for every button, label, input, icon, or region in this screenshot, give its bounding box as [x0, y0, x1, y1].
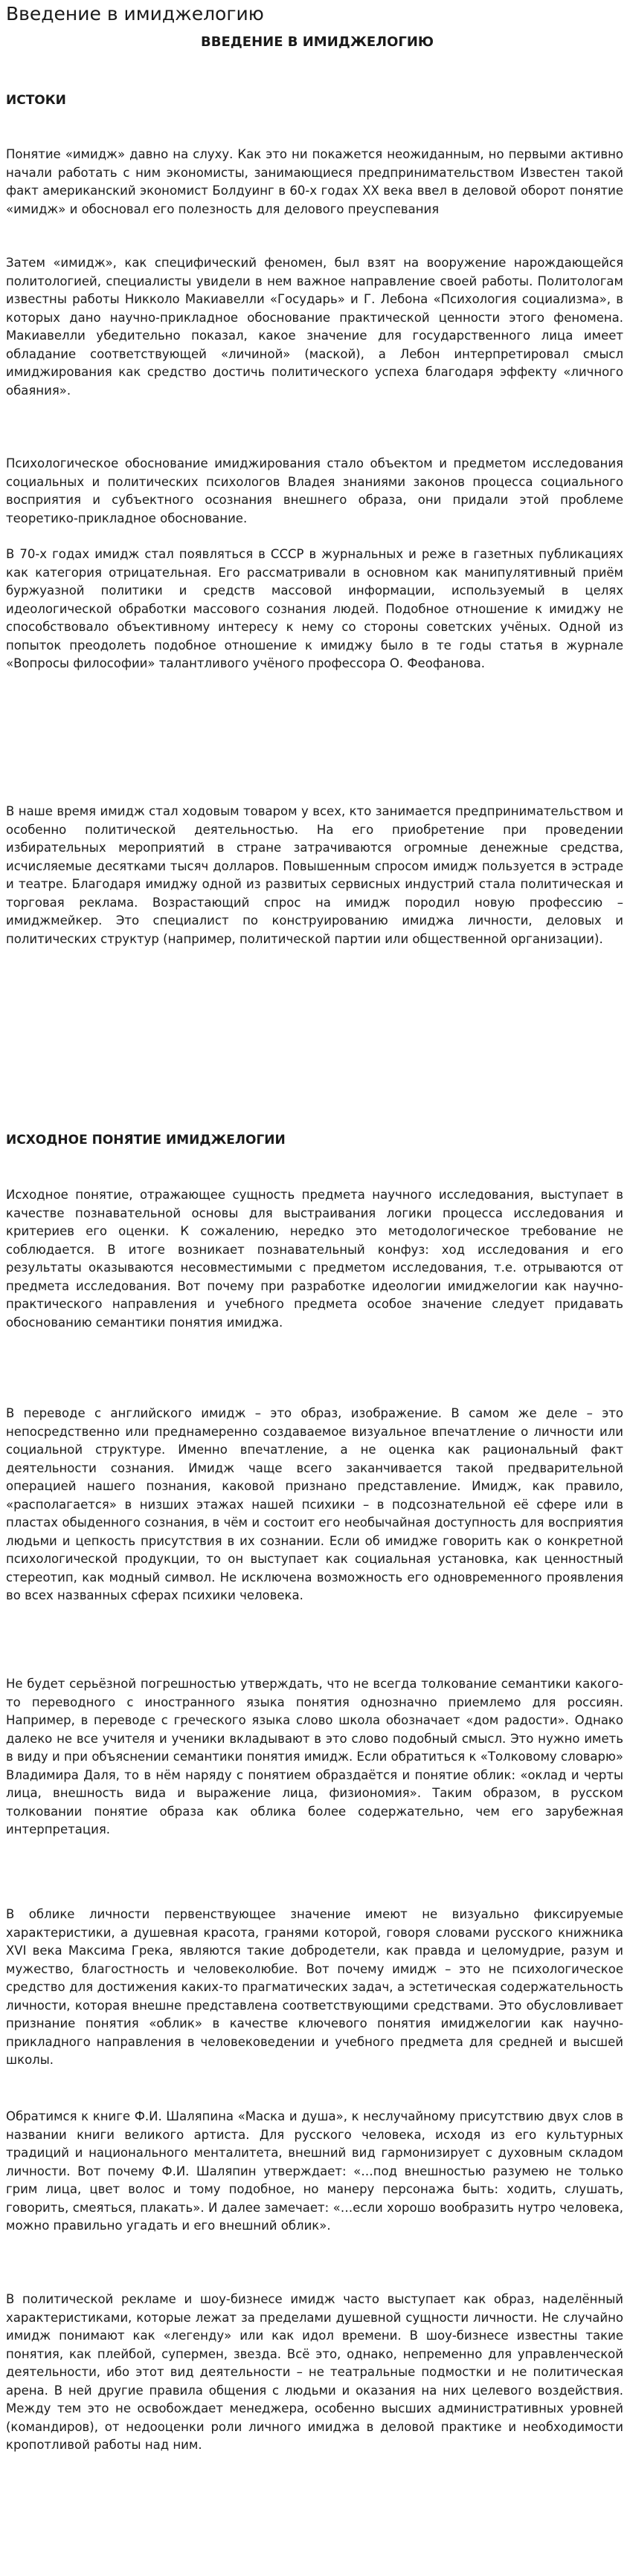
paragraph-origins-4: В 70-х годах имидж стал появляться в СССР в журнальных и реже в газетных публикациях как категория отрицательная. Его рассматривали в основном как манипулятивный приём буржуазной политики и средств массовой информации, используемый в целях идеологической обработки массового сознания людей. Подобное отношение к имиджу не способствовало объективному интересу к нему со стороны советских учёных. Одной из попыток преодолеть подобное отношение к имиджу было в те годы статья в журнале «Вопросы философии» талантливого учёного профессора О. Феофанова.	[6, 547, 623, 670]
paragraph-concept-2: В переводе с английского имидж – это образ, изображение. В самом же деле – это непосредственно или преднамеренно создаваемое визуальное впечатление о личности или социальной структуре. Именно впечатление, а не оценка как рациональный факт деятельности сознания. Имидж чаще всего заканчивается такой предварительной операцией нашего познания, каковой признано представление. Имидж, как правило, «располагается» в низших этажах нашей психики – в подсознательной её сфере или в пластах обыденного сознания, в чём и состоит его необычайная доступность для восприятия людьми и цепкость присутствия в их сознании. Если об имидже говорить как о конкретной психологической продукции, то он выступает как социальная установка, как ценностный стереотип, как модный символ. Не исключена возможность его одновременного проявления во всех названных сферах психики человека.	[6, 1406, 623, 1602]
paragraph-concept-3: Не будет серьёзной погрешностью утверждать, что не всегда толкование семантики какого-то переводного с иностранного языка понятия однозначно приемлемо для россиян. Например, в переводе с греческого языка слово школа обозначает «дом радости». Однако далеко не все учителя и ученики вкладывают в это слово подобный смысл. Это нужно иметь в виду и при объяснении семантики понятия имидж. Если обратиться к «Толковому словарю» Владимира Даля, то в нём наряду с понятием образдаётся и понятие облик: «оклад и черты лица, внешность вида и выражение лица, физиономия». Таким образом, в русском толковании понятие образа как облика более содержательно, чем его зарубежная интерпретация.	[6, 1677, 623, 1836]
page-title: Введение в имиджелогию	[6, 3, 264, 25]
paragraph-origins-5: В наше время имидж стал ходовым товаром у всех, кто занимается предпринимательством и особенно политической деятельностью. На его приобретение при проведении избирательных мероприятий в стране затрачиваются огромные денежные средства, исчисляемые десятками тысяч долларов. Повышенным спросом имидж пользуется в эстраде и театре. Благодаря имиджу одной из развитых сервисных индустрий стала политическая и торговая реклама. Возрастающий спрос на имидж породил новую профессию – имиджмейкер. Это специалист по конструированию имиджа личности, деловых и политических структур (например, политической партии или общественной организации).	[6, 804, 623, 946]
section-heading-origins: ИСТОКИ	[6, 93, 66, 108]
paragraph-concept-6: В политической рекламе и шоу-бизнесе имидж часто выступает как образ, наделённый характеристиками, которые лежат за пределами душевной сущности личности. Не случайно имидж понимают как «легенду» или как идол времени. В шоу-бизнесе известны такие понятия, как плейбой, супермен, звезда. Всё это, однако, непременно для управленческой деятельности, ибо этот вид деятельности – не театральные подмостки и не политическая арена. В ней другие правила общения с людьми и оказания на них целевого воздействия. Между тем это не освобождает менеджера, особенно высших административных уровней (командиров), от недооценки роли личного имиджа в деловой практике и необходимости кропотливой работы над ним.	[6, 2292, 623, 2452]
document-heading: ВВЕДЕНИЕ В ИМИДЖЕЛОГИЮ	[201, 34, 434, 50]
paragraph-origins-3: Психологическое обоснование имиджирования стало объектом и предметом исследования социальных и политических психологов Владея знаниями законов процесса социального восприятия и субъектного осознания внешнего образа, они придали этой проблеме теоретико-прикладное обоснование.	[6, 456, 623, 525]
paragraph-concept-5: Обратимся к книге Ф.И. Шаляпина «Маска и душа», к неслучайному присутствию двух слов в названии книги великого артиста. Для русского человека, исходя из его культурных традиций и национального менталитета, внешний вид гармонизирует с духовным складом личности. Вот почему Ф.И. Шаляпин утверждает: «…под внешностью разумею не только грим лица, цвет волос и тому подобное, но манеру персонажа быть: ходить, слушать, говорить, смеяться, плакать». И далее замечает: «…если хорошо вообразить нутро человека, можно правильно угадать и его внешний облик».	[6, 2109, 623, 2233]
section-heading-concept: ИСХОДНОЕ ПОНЯТИЕ ИМИДЖЕЛОГИИ	[6, 1133, 286, 1148]
paragraph-origins-2: Затем «имидж», как специфический феномен, был взят на вооружение нарождающейся политологией, специалисты увидели в нем важное направление своей работы. Политологам известны работы Никколо Макиавелли «Государь» и Г. Лебона «Психология социализма», в которых дано научно-прикладное обоснование практической ценности этого феномена. Макиавелли убедительно показал, какое значение для государственного лица имеет обладание соответствующей «личиной» (маской), а Лебон интерпретировал смысл имиджирования как средство достичь политического успеха благодаря эффекту «личного обаяния».	[6, 256, 623, 398]
paragraph-origins-1: Понятие «имидж» давно на слуху. Как это ни покажется неожиданным, но первыми активно начали работать с ним экономисты, занимающиеся предпринимательством Известен такой факт американский экономист Болдуинг в 60-х годах XX века ввел в деловой оборот понятие «имидж» и обосновал его полезность для делового преуспевания	[6, 147, 623, 216]
paragraph-concept-1: Исходное понятие, отражающее сущность предмета научного исследования, выступает в качестве познавательной основы для выстраивания логики процесса исследования и критериев его оценки. К сожалению, нередко это методологическое требование не соблюдается. В итоге возникает познавательный конфуз: ход исследования и его результаты оказываются несовместимыми с предметом исследования, т.е. отрываются от предмета исследования. Вот почему при разработке идеологии имиджелогии как научно-практического направления и учебного предмета особое значение следует придавать обоснованию семантики понятия имиджа.	[6, 1188, 623, 1330]
paragraph-concept-4: В облике личности первенствующее значение имеют не визуально фиксируемые характеристики, а душевная красота, гранями которой, говоря словами русского книжника XVI века Максима Грека, являются такие добродетели, как правда и целомудрие, разум и мужество, благостность и человеколюбие. Вот почему имидж – это не психологическое средство для достижения каких-то прагматических задач, а эстетическая содержательность личности, которая внешне представлена соответствующими средствами. Это обусловливает признание понятия «облик» в качестве ключевого понятия имиджелогии как научно-прикладного направления в человековедении и учебного предмета для средней и высшей школы.	[6, 1907, 623, 2067]
